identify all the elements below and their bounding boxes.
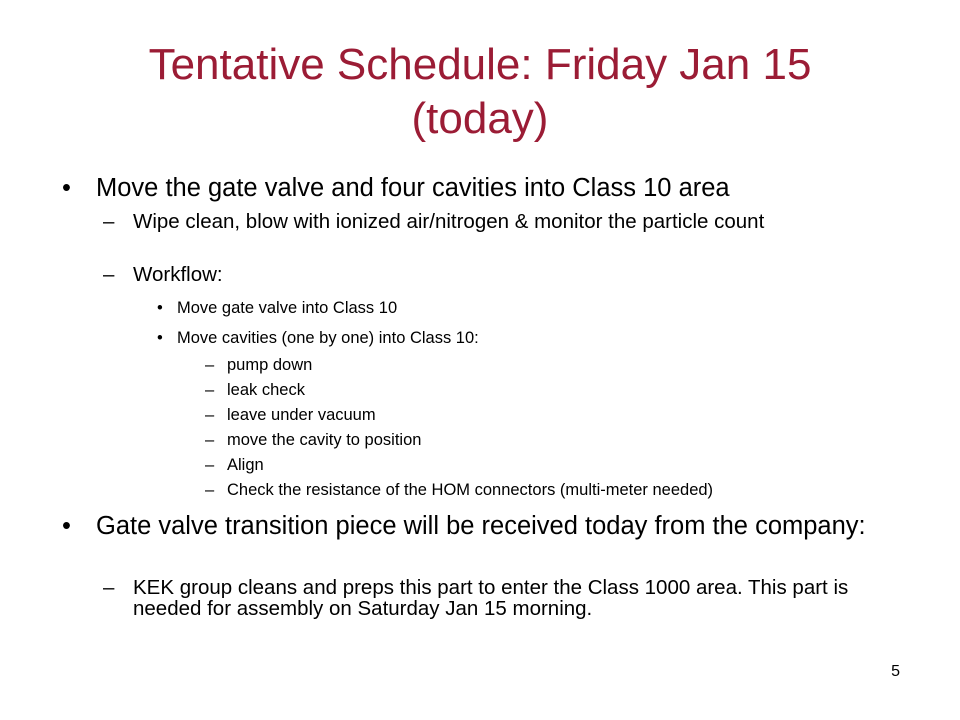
bullet-mark: •	[62, 512, 71, 540]
sub-sub-bullet-text: Move gate valve into Class 10	[177, 299, 398, 317]
level4-item	[205, 405, 907, 425]
page-number: 5	[891, 663, 900, 680]
level4-item	[205, 430, 907, 450]
sub-bullet-item	[103, 577, 903, 619]
sub-sub-bullet-item	[157, 328, 877, 348]
level4-text: pump down	[227, 356, 313, 374]
slide-title-line-1: Tentative Schedule: Friday Jan 15	[148, 40, 812, 89]
sub-bullet-item	[103, 211, 903, 232]
level4-text: Align	[227, 456, 264, 474]
level4-text: leak check	[227, 381, 305, 399]
bullet-mark: •	[157, 299, 163, 317]
sub-bullet-text: KEK group cleans and preps this part to enter the Class 1000 area. This part is needed for assembly on Saturday Jan 15 morning.	[133, 576, 849, 620]
level4-item	[205, 480, 927, 500]
dash-mark: –	[205, 431, 215, 449]
level4-text: leave under vacuum	[227, 406, 376, 424]
sub-sub-bullet-text: Move cavities (one by one) into Class 10:	[177, 329, 479, 347]
level4-item	[205, 355, 907, 375]
slide-title	[60, 38, 900, 146]
bullet-text: Move the gate valve and four cavities into Class 10 area	[96, 174, 730, 202]
sub-bullet-item	[103, 264, 903, 285]
sub-sub-bullet-item	[157, 298, 877, 318]
slide-title-line-2: (today)	[411, 94, 549, 143]
dash-mark: –	[103, 576, 115, 599]
level4-text: Check the resistance of the HOM connectors (multi-meter needed)	[227, 481, 714, 499]
level4-item	[205, 380, 907, 400]
dash-mark: –	[205, 456, 215, 474]
sub-bullet-text: Wipe clean, blow with ionized air/nitrogen & monitor the particle count	[133, 210, 765, 233]
sub-bullet-text: Workflow:	[133, 263, 223, 286]
dash-mark: –	[205, 481, 215, 499]
bullet-text: Gate valve transition piece will be received today from the company:	[96, 512, 866, 540]
dash-mark: –	[205, 356, 215, 374]
dash-mark: –	[103, 210, 115, 233]
dash-mark: –	[205, 406, 215, 424]
bullet-mark: •	[157, 329, 163, 347]
bullet-item	[60, 512, 886, 540]
level4-text: move the cavity to position	[227, 431, 422, 449]
dash-mark: –	[103, 263, 115, 286]
level4-item	[205, 455, 907, 475]
dash-mark: –	[205, 381, 215, 399]
bullet-item	[60, 174, 901, 202]
bullet-mark: •	[62, 174, 71, 202]
